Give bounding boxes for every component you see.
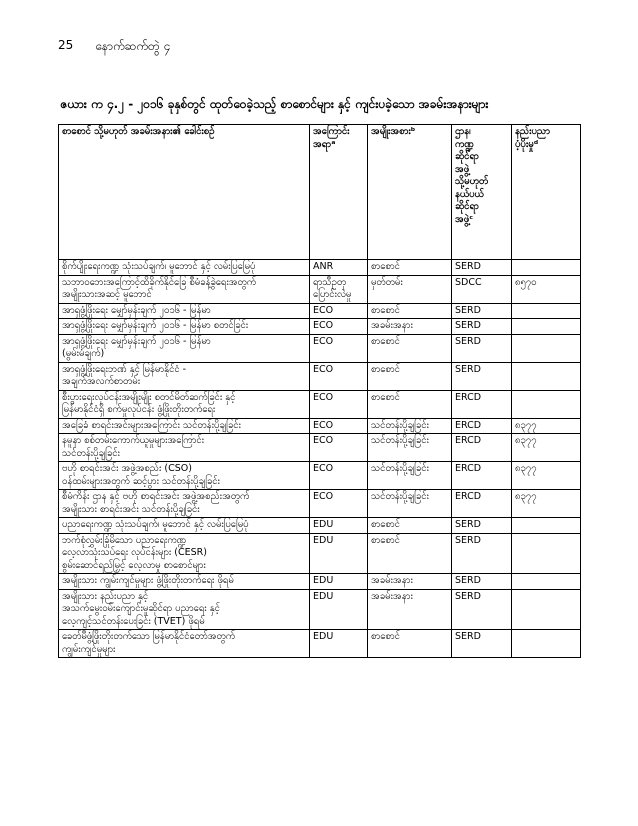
cell-group (452, 303, 512, 319)
cell-ta (512, 574, 581, 590)
cell-line: ERCD (455, 391, 482, 403)
cell-type (368, 518, 452, 534)
cell-type (368, 275, 452, 303)
cell-line: ECO (313, 363, 334, 375)
cell-line: ECO (313, 463, 334, 474)
cell-line: ECO (313, 419, 334, 431)
cell-line: သင်တန်းပို့ချခြင်း (371, 463, 429, 474)
cell-line: စွမ်းဆောင်ရည်မြှင့် လေ့လာမှု စာစောင်များ (62, 559, 206, 571)
table-body (59, 260, 581, 658)
cell-line: ၈၃၇၇ (515, 435, 537, 446)
table-row (59, 319, 581, 335)
cell-title (59, 260, 310, 276)
cell-group (452, 319, 512, 335)
cell-line: လေ့ကျင့်သင်တန်းပေးခြင်း (TVET) ဖိုရမ် (62, 615, 205, 627)
cell-subject (310, 589, 368, 630)
table-title: ဇယား က ၄.၂ - ၂၀၁၆ ခုနှစ်တွင် ထုတ်ဝေခဲ့သည့် စာစောင်များ နှင့် ကျင်းပခဲ့သော အခမ်းအနားများ (60, 97, 489, 111)
header-title: နောက်ဆက်တွဲ ၄ (95, 39, 171, 53)
cell-ta (512, 630, 581, 658)
cell-group (452, 589, 512, 630)
cell-line: ERCD (455, 419, 482, 431)
cell-ta (512, 589, 581, 630)
cell-ta (512, 462, 581, 490)
cell-title (59, 303, 310, 319)
cell-group (452, 390, 512, 418)
cell-title (59, 362, 310, 390)
cell-title (59, 630, 310, 658)
cell-type (368, 418, 452, 434)
cell-title (59, 275, 310, 303)
cell-line: ECO (313, 320, 334, 331)
cell-line: အသက်မွေးဝမ်းကျောင်းမှုဆိုင်ရာ ပညာရေး နှင့် (62, 603, 220, 614)
cell-line: SERD (455, 534, 481, 546)
cell-line: အခမ်းအနား (371, 590, 413, 602)
cell-type (368, 260, 452, 276)
cell-line: ၈၃၇၇ (515, 419, 537, 431)
cell-group (452, 518, 512, 534)
cell-line: စာစောင် (371, 335, 400, 347)
cell-ta (512, 275, 581, 303)
cell-subject (310, 490, 368, 518)
cell-line: ၈၅၇၀ (515, 276, 537, 288)
cell-line: အာရှဖွံ့ဖြိုးရေး မျှော်မှန်းချက် ၂၀၁၆ - မြန်မာ (62, 304, 211, 316)
cell-line: ECO (313, 435, 334, 446)
cell-ta (512, 518, 581, 534)
cell-title (59, 334, 310, 362)
header-subject-col: အကြောင်း အရာᵃ (310, 125, 368, 260)
cell-line: SERD (455, 590, 481, 602)
cell-line: အာရှဖွံ့ဖြိုးရေးဘဏ် နှင့် မြန်မာနိုင်ငံ - (62, 363, 187, 375)
table-row (59, 334, 581, 362)
cell-line: SERD (455, 631, 481, 642)
cell-line: ကျွမ်းကျင်မှုများ (62, 643, 116, 655)
cell-line: နမူနာ စစ်တမ်းကောက်ယူမှုများအကြောင်း (62, 435, 205, 446)
cell-type (368, 490, 452, 518)
cell-line: အမျိုးသားအဆင့် မူဘောင် (62, 289, 152, 300)
cell-line: ECO (313, 391, 334, 403)
cell-subject (310, 574, 368, 590)
cell-line: စာစောင် (371, 631, 400, 642)
cell-line: ANR (313, 261, 334, 272)
cell-subject (310, 462, 368, 490)
cell-title (59, 390, 310, 418)
publications-table (58, 124, 581, 658)
table-row (59, 630, 581, 658)
cell-title (59, 490, 310, 518)
cell-line: ERCD (455, 491, 482, 502)
cell-line: မြန်မာနိုင်ငံရှိ စက်မှုလုပ်ငန်း ဖွံ့ဖြိုးတိုးတက်ရေး (62, 404, 216, 415)
cell-title (59, 319, 310, 335)
cell-line: သင်တန်းပို့ချခြင်း (371, 491, 429, 502)
cell-ta (512, 390, 581, 418)
cell-group (452, 462, 512, 490)
cell-ta (512, 533, 581, 574)
table-row (59, 589, 581, 630)
cell-ta (512, 362, 581, 390)
cell-subject (310, 418, 368, 434)
cell-ta (512, 319, 581, 335)
cell-type (368, 362, 452, 390)
cell-line: စာစောင် (371, 519, 400, 530)
cell-line: SERD (455, 575, 481, 586)
cell-line: အမျိုးသား နည်းပညာ နှင့် (62, 590, 149, 602)
cell-line: ပြောင်းလဲမှု (313, 289, 352, 300)
cell-line: SERD (455, 261, 481, 272)
cell-subject (310, 303, 368, 319)
cell-group (452, 533, 512, 574)
cell-subject (310, 362, 368, 390)
cell-title (59, 518, 310, 534)
cell-type (368, 334, 452, 362)
cell-group (452, 490, 512, 518)
cell-ta (512, 434, 581, 462)
cell-subject (310, 260, 368, 276)
cell-line: ဝန်ထမ်းများအတွက် ဆင့်ပွား သင်တန်းပို့ချခြင်း (62, 475, 220, 487)
cell-line: (မွမ်းမံချက်) (62, 348, 105, 359)
cell-title (59, 589, 310, 630)
header-type-col: အမျိုးအစားᵇ (368, 125, 452, 260)
cell-group (452, 434, 512, 462)
cell-title (59, 533, 310, 574)
cell-line: စာစောင် (371, 391, 400, 403)
cell-group (452, 260, 512, 276)
cell-title (59, 462, 310, 490)
cell-line: အခမ်းအနား (371, 575, 413, 586)
cell-ta (512, 303, 581, 319)
cell-group (452, 574, 512, 590)
table-row (59, 462, 581, 490)
cell-line: EDU (313, 590, 334, 602)
cell-ta (512, 334, 581, 362)
cell-group (452, 630, 512, 658)
cell-subject (310, 518, 368, 534)
cell-line: EDU (313, 534, 334, 546)
cell-line: SERD (455, 519, 481, 530)
table-row (59, 434, 581, 462)
cell-line: ရာသီဥတု (313, 276, 347, 288)
cell-subject (310, 334, 368, 362)
cell-line: EDU (313, 631, 334, 642)
header-ta-col: နည်းပညာ ပံ့ပိုးမှုᵈ (512, 125, 581, 260)
cell-subject (310, 319, 368, 335)
cell-type (368, 434, 452, 462)
cell-type (368, 462, 452, 490)
cell-subject (310, 390, 368, 418)
cell-line: စာစောင် (371, 261, 400, 272)
cell-line: ခေတ်မီဖွံ့ဖြိုးတိုးတက်သော မြန်မာနိုင်ငံတော်အတွက် (62, 631, 236, 642)
cell-line: အချက်အလက်စာတမ်း (62, 376, 141, 387)
cell-line: အခမ်းအနား (371, 320, 413, 331)
cell-line: သဘာဝဘေးအကြောင့်ထိခိုက်နိုင်ခြေ စီမံခန့်ခွဲရေးအတွက် (62, 276, 257, 288)
cell-line: ၈၃၇၇ (515, 463, 537, 474)
cell-line: EDU (313, 519, 334, 530)
cell-line: EDU (313, 575, 334, 586)
cell-line: သင်တန်းပို့ချခြင်း (62, 447, 120, 459)
cell-line: ပညာရေးကဏ္ဍ သုံးသပ်ချက်၊ မူဘောင် နှင့် လမ်းပြမြေပုံ (62, 519, 249, 530)
table-row (59, 490, 581, 518)
cell-title (59, 418, 310, 434)
cell-line: စာစောင် (371, 304, 400, 316)
cell-group (452, 275, 512, 303)
cell-title (59, 574, 310, 590)
cell-line: ဘက်စုံလွှမ်းခြုံမိသော ပညာရေးကဏ္ဍ (62, 534, 187, 546)
cell-line: စီမံကိန်း ဌာန နှင့် ဗဟို စာရင်းအင်း အဖွဲ့အစည်းအတွက် (62, 491, 250, 502)
table-header-row (59, 125, 581, 260)
cell-group (452, 362, 512, 390)
table-row (59, 533, 581, 574)
cell-subject (310, 434, 368, 462)
cell-ta (512, 260, 581, 276)
cell-line: စာစောင် (371, 363, 400, 375)
cell-line: ECO (313, 304, 334, 316)
cell-line: ECO (313, 491, 334, 502)
table-row (59, 260, 581, 276)
cell-subject (310, 275, 368, 303)
cell-line: SERD (455, 304, 481, 316)
cell-title (59, 434, 310, 462)
table-row (59, 303, 581, 319)
cell-line: SERD (455, 363, 481, 375)
cell-line: အခြေခံ စာရင်းအင်းများအကြောင်း သင်တန်းပို့ချခြင်း (62, 419, 241, 431)
cell-line: SERD (455, 320, 481, 331)
cell-type (368, 319, 452, 335)
cell-group (452, 418, 512, 434)
cell-line: စီးပွားရေးလုပ်ငန်းအမျိုးမျိုး စတင်မိတ်ဆက်ခြင်း နှင့် (62, 391, 236, 403)
table-row (59, 418, 581, 434)
table-row (59, 390, 581, 418)
table-row (59, 518, 581, 534)
cell-ta (512, 418, 581, 434)
table-row (59, 275, 581, 303)
cell-line: အာရှဖွံ့ဖြိုးရေး မျှော်မှန်းချက် ၂၀၁၆ - မြန်မာ (62, 335, 211, 347)
cell-line: စိုက်ပျိုးရေးကဏ္ဍ သုံးသပ်ချက်၊ မူဘောင် နှင့် လမ်းပြမြေပုံ (62, 261, 256, 272)
cell-line: ၈၃၇၇ (515, 491, 537, 502)
cell-subject (310, 533, 368, 574)
cell-line: စာစောင် (371, 534, 400, 546)
cell-type (368, 630, 452, 658)
cell-line: SERD (455, 335, 481, 347)
cell-line: SDCC (455, 276, 482, 288)
cell-type (368, 574, 452, 590)
cell-type (368, 533, 452, 574)
cell-line: သင်တန်းပို့ချခြင်း (371, 419, 429, 431)
cell-type (368, 589, 452, 630)
cell-line: အမျိုးသား ကျွမ်းကျင်မှုများ ဖွံ့ဖြိုးတိုးတက်ရေး ဖိုရမ် (62, 575, 234, 586)
header-title-col: စာစောင် သို့မဟုတ် အခမ်းအနား၏ ခေါင်းစဉ် (59, 125, 310, 260)
cell-line: ECO (313, 335, 334, 347)
cell-subject (310, 630, 368, 658)
cell-line: မှတ်တမ်း (371, 276, 403, 288)
table-row (59, 574, 581, 590)
cell-line: ဗဟို စာရင်းအင်း အဖွဲ့အစည်း (CSO) (62, 463, 192, 474)
page-number: 25 (58, 38, 74, 52)
header-group-col: ဌာန၊ ကဏ္ဍ ဆိုင်ရာ အဖွဲ့ သို့မဟုတ် နယ်ပယ် ဆိုင်ရာ အဖွဲ့ᶜ (452, 125, 512, 260)
cell-line: ERCD (455, 435, 482, 446)
cell-line: သင်တန်းပို့ချခြင်း (371, 435, 429, 446)
table-row (59, 362, 581, 390)
cell-ta (512, 490, 581, 518)
cell-type (368, 390, 452, 418)
cell-line: အာရှဖွံ့ဖြိုးရေး မျှော်မှန်းချက် ၂၀၁၆ - မြန်မာ စတင်ခြင်း (62, 320, 249, 331)
cell-line: အမျိုးသား စာရင်းအင်း သင်တန်းပို့ချခြင်း (62, 503, 200, 515)
cell-line: ERCD (455, 463, 482, 474)
cell-group (452, 334, 512, 362)
page-header (58, 38, 170, 56)
cell-type (368, 303, 452, 319)
cell-line: လေ့လာသုံးသပ်ရေး လုပ်ငန်းများ (CESR) (62, 547, 207, 558)
